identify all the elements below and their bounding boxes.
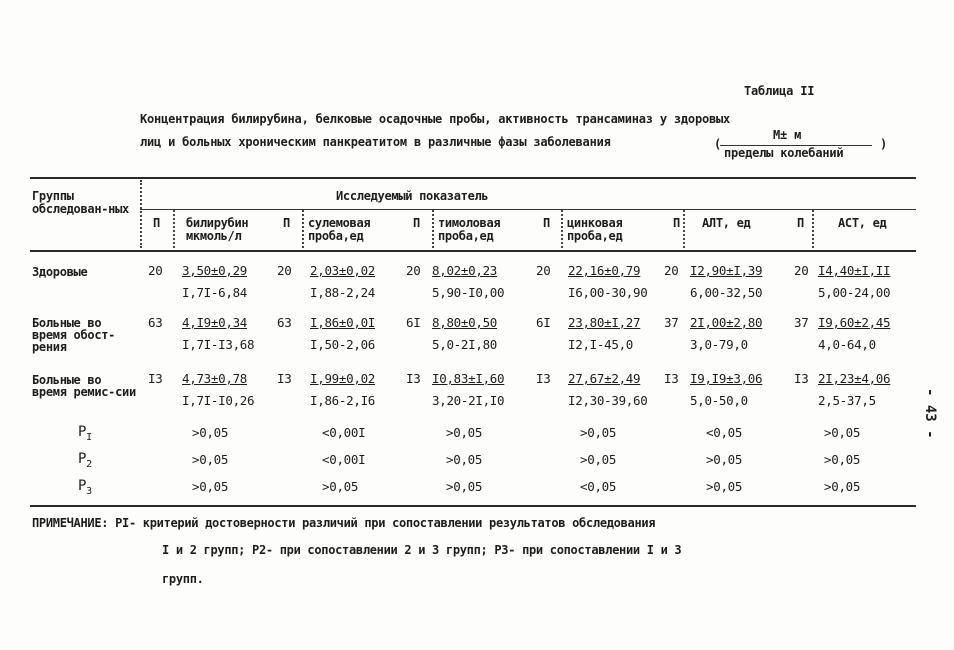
n-cell: 37 bbox=[664, 315, 679, 330]
p-row-label: $P_I$ bbox=[78, 424, 92, 443]
table-bottom-rule bbox=[30, 505, 916, 507]
mean-cell: I9,60±2,45 bbox=[818, 315, 891, 330]
n-cell: I3 bbox=[536, 371, 551, 386]
table-top-rule bbox=[30, 177, 916, 179]
p-value: <0,00I bbox=[322, 452, 366, 467]
note-line-1: ПРИМЕЧАНИЕ: PI- критерий достоверности различий при сопоставлении результатов обследования bbox=[32, 516, 656, 530]
mean-cell: I,86±0,0I bbox=[310, 315, 376, 330]
header-sub-rule bbox=[140, 209, 916, 210]
p-value: >0,05 bbox=[824, 452, 861, 467]
row-label: Больные во время ремис-сии bbox=[32, 373, 136, 399]
p-value: <0,00I bbox=[322, 425, 366, 440]
range-cell: 6,00-32,50 bbox=[690, 285, 763, 300]
range-cell: 3,0-79,0 bbox=[690, 337, 748, 352]
p-value: >0,05 bbox=[322, 479, 359, 494]
range-cell: 4,0-64,0 bbox=[818, 337, 876, 352]
n-header: П bbox=[673, 216, 680, 230]
p-value: >0,05 bbox=[580, 452, 617, 467]
mean-cell: 2,03±0,02 bbox=[310, 263, 376, 278]
n-cell: I3 bbox=[794, 371, 809, 386]
separator bbox=[561, 210, 563, 248]
mean-cell: 4,I9±0,34 bbox=[182, 315, 248, 330]
column-header: тимоловая проба,ед bbox=[438, 216, 501, 243]
n-cell: 20 bbox=[664, 263, 679, 278]
p-value: >0,05 bbox=[446, 479, 483, 494]
column-header: сулемовая проба,ед bbox=[308, 216, 371, 243]
n-cell: I3 bbox=[148, 371, 163, 386]
n-header: П bbox=[543, 216, 550, 230]
range-cell: 3,20-2I,I0 bbox=[432, 393, 505, 408]
n-cell: 20 bbox=[536, 263, 551, 278]
caption-paren-open: ( bbox=[714, 137, 722, 151]
range-cell: I,86-2,I6 bbox=[310, 393, 376, 408]
p-value: <0,05 bbox=[706, 425, 743, 440]
mean-cell: 2I,00±2,80 bbox=[690, 315, 763, 330]
range-cell: I,50-2,06 bbox=[310, 337, 376, 352]
column-header: АСТ, ед bbox=[838, 216, 887, 230]
caption-line-1: Концентрация билирубина, белковые осадочные пробы, активность трансаминаз у здоровых bbox=[140, 112, 731, 126]
separator bbox=[432, 210, 434, 248]
p-value: >0,05 bbox=[192, 425, 229, 440]
separator bbox=[302, 210, 304, 248]
caption-line-2: лиц и больных хроническим панкреатитом в различные фазы заболевания bbox=[140, 135, 611, 149]
row-label: Здоровые bbox=[32, 265, 88, 279]
n-cell: 63 bbox=[277, 315, 292, 330]
n-cell: I3 bbox=[664, 371, 679, 386]
n-cell: 37 bbox=[794, 315, 809, 330]
group-header: Группы обследован-ных bbox=[32, 189, 129, 216]
range-cell: I,7I-6,84 bbox=[182, 285, 248, 300]
n-cell: 20 bbox=[277, 263, 292, 278]
p-value: >0,05 bbox=[446, 452, 483, 467]
caption-paren-close: ) bbox=[880, 137, 888, 151]
caption-fraction-top: М± м bbox=[773, 128, 802, 142]
mean-cell: I0,83±I,60 bbox=[432, 371, 505, 386]
n-header: П bbox=[797, 216, 804, 230]
note-line-3: групп. bbox=[162, 572, 204, 586]
mean-cell: 22,16±0,79 bbox=[568, 263, 641, 278]
n-cell: I3 bbox=[406, 371, 421, 386]
n-cell: 6I bbox=[406, 315, 421, 330]
range-cell: 2,5-37,5 bbox=[818, 393, 876, 408]
mean-cell: I4,40±I,II bbox=[818, 263, 891, 278]
column-header: билирубин мкмоль/л bbox=[186, 216, 249, 243]
caption-fraction-bottom: пределы колебаний bbox=[724, 146, 844, 160]
p-value: >0,05 bbox=[706, 479, 743, 494]
n-header: П bbox=[153, 216, 160, 230]
mean-cell: 8,80±0,50 bbox=[432, 315, 498, 330]
p-value: >0,05 bbox=[706, 452, 743, 467]
p-value: <0,05 bbox=[580, 479, 617, 494]
n-cell: 6I bbox=[536, 315, 551, 330]
p-value: >0,05 bbox=[824, 479, 861, 494]
mean-cell: I9,I9±3,06 bbox=[690, 371, 763, 386]
p-value: >0,05 bbox=[192, 452, 229, 467]
column-header: АЛТ, ед bbox=[702, 216, 751, 230]
p-row-label: $P_2$ bbox=[78, 451, 92, 470]
range-cell: 5,0-2I,80 bbox=[432, 337, 498, 352]
row-label: Больные во время обост-рения bbox=[32, 316, 116, 354]
range-cell: I2,30-39,60 bbox=[568, 393, 648, 408]
p-row-label: $P_3$ bbox=[78, 478, 92, 497]
mean-cell: 3,50±0,29 bbox=[182, 263, 248, 278]
n-cell: 20 bbox=[148, 263, 163, 278]
mean-cell: 2I,23±4,06 bbox=[818, 371, 891, 386]
note-line-2: I и 2 групп; P2- при сопоставлении 2 и 3 групп; P3- при сопоставлении I и 3 bbox=[162, 543, 682, 557]
page-number: - 43 - bbox=[922, 388, 938, 439]
range-cell: I,7I-I3,68 bbox=[182, 337, 255, 352]
range-cell: 5,90-I0,00 bbox=[432, 285, 505, 300]
p-value: >0,05 bbox=[580, 425, 617, 440]
n-cell: 63 bbox=[148, 315, 163, 330]
separator-groups bbox=[140, 180, 142, 248]
mean-cell: 27,67±2,49 bbox=[568, 371, 641, 386]
mean-cell: 4,73±0,78 bbox=[182, 371, 248, 386]
header-bottom-rule bbox=[30, 250, 916, 252]
p-value: >0,05 bbox=[192, 479, 229, 494]
range-cell: I6,00-30,90 bbox=[568, 285, 648, 300]
indicator-header: Исследуемый показатель bbox=[336, 189, 489, 203]
p-value: >0,05 bbox=[824, 425, 861, 440]
separator bbox=[683, 210, 685, 248]
n-header: П bbox=[413, 216, 420, 230]
mean-cell: 8,02±0,23 bbox=[432, 263, 498, 278]
n-cell: 20 bbox=[406, 263, 421, 278]
mean-cell: I2,90±I,39 bbox=[690, 263, 763, 278]
separator bbox=[812, 210, 814, 248]
range-cell: I,88-2,24 bbox=[310, 285, 376, 300]
range-cell: 5,0-50,0 bbox=[690, 393, 748, 408]
n-cell: 20 bbox=[794, 263, 809, 278]
p-value: >0,05 bbox=[446, 425, 483, 440]
n-cell: I3 bbox=[277, 371, 292, 386]
separator bbox=[173, 210, 175, 248]
table-number: Таблица II bbox=[744, 84, 815, 98]
range-cell: I2,I-45,0 bbox=[568, 337, 634, 352]
n-header: П bbox=[283, 216, 290, 230]
range-cell: 5,00-24,00 bbox=[818, 285, 891, 300]
range-cell: I,7I-I0,26 bbox=[182, 393, 255, 408]
column-header: цинковая проба,ед bbox=[567, 216, 623, 243]
mean-cell: 23,80±I,27 bbox=[568, 315, 641, 330]
mean-cell: I,99±0,02 bbox=[310, 371, 376, 386]
